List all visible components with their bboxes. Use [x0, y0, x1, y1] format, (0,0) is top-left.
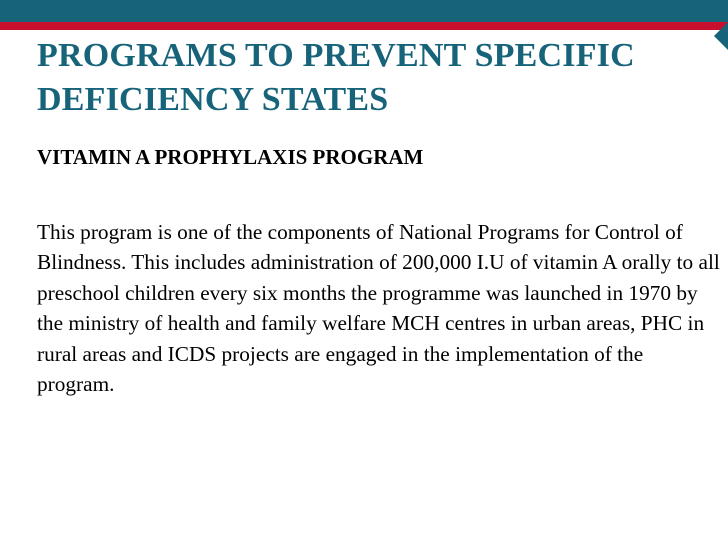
header-red-stripe [0, 22, 728, 30]
header-band [0, 0, 728, 22]
slide-title: PROGRAMS TO PREVENT SPECIFIC DEFICIENCY STATES [37, 37, 635, 118]
section-heading: VITAMIN A PROPHYLAXIS PROGRAM [37, 145, 424, 169]
corner-chevron-decoration [714, 22, 728, 50]
body-paragraph: This program is one of the components of National Programs for Control of Blindness. This includes administration of 200,000 I.U of vitamin A orally to all preschool children every six months the programme was launched in 1970 by the ministry of health and family welfare MCH centres in urban areas, PHC in rural areas and ICDS projects are engaged in the implementation of the program. [37, 220, 720, 397]
